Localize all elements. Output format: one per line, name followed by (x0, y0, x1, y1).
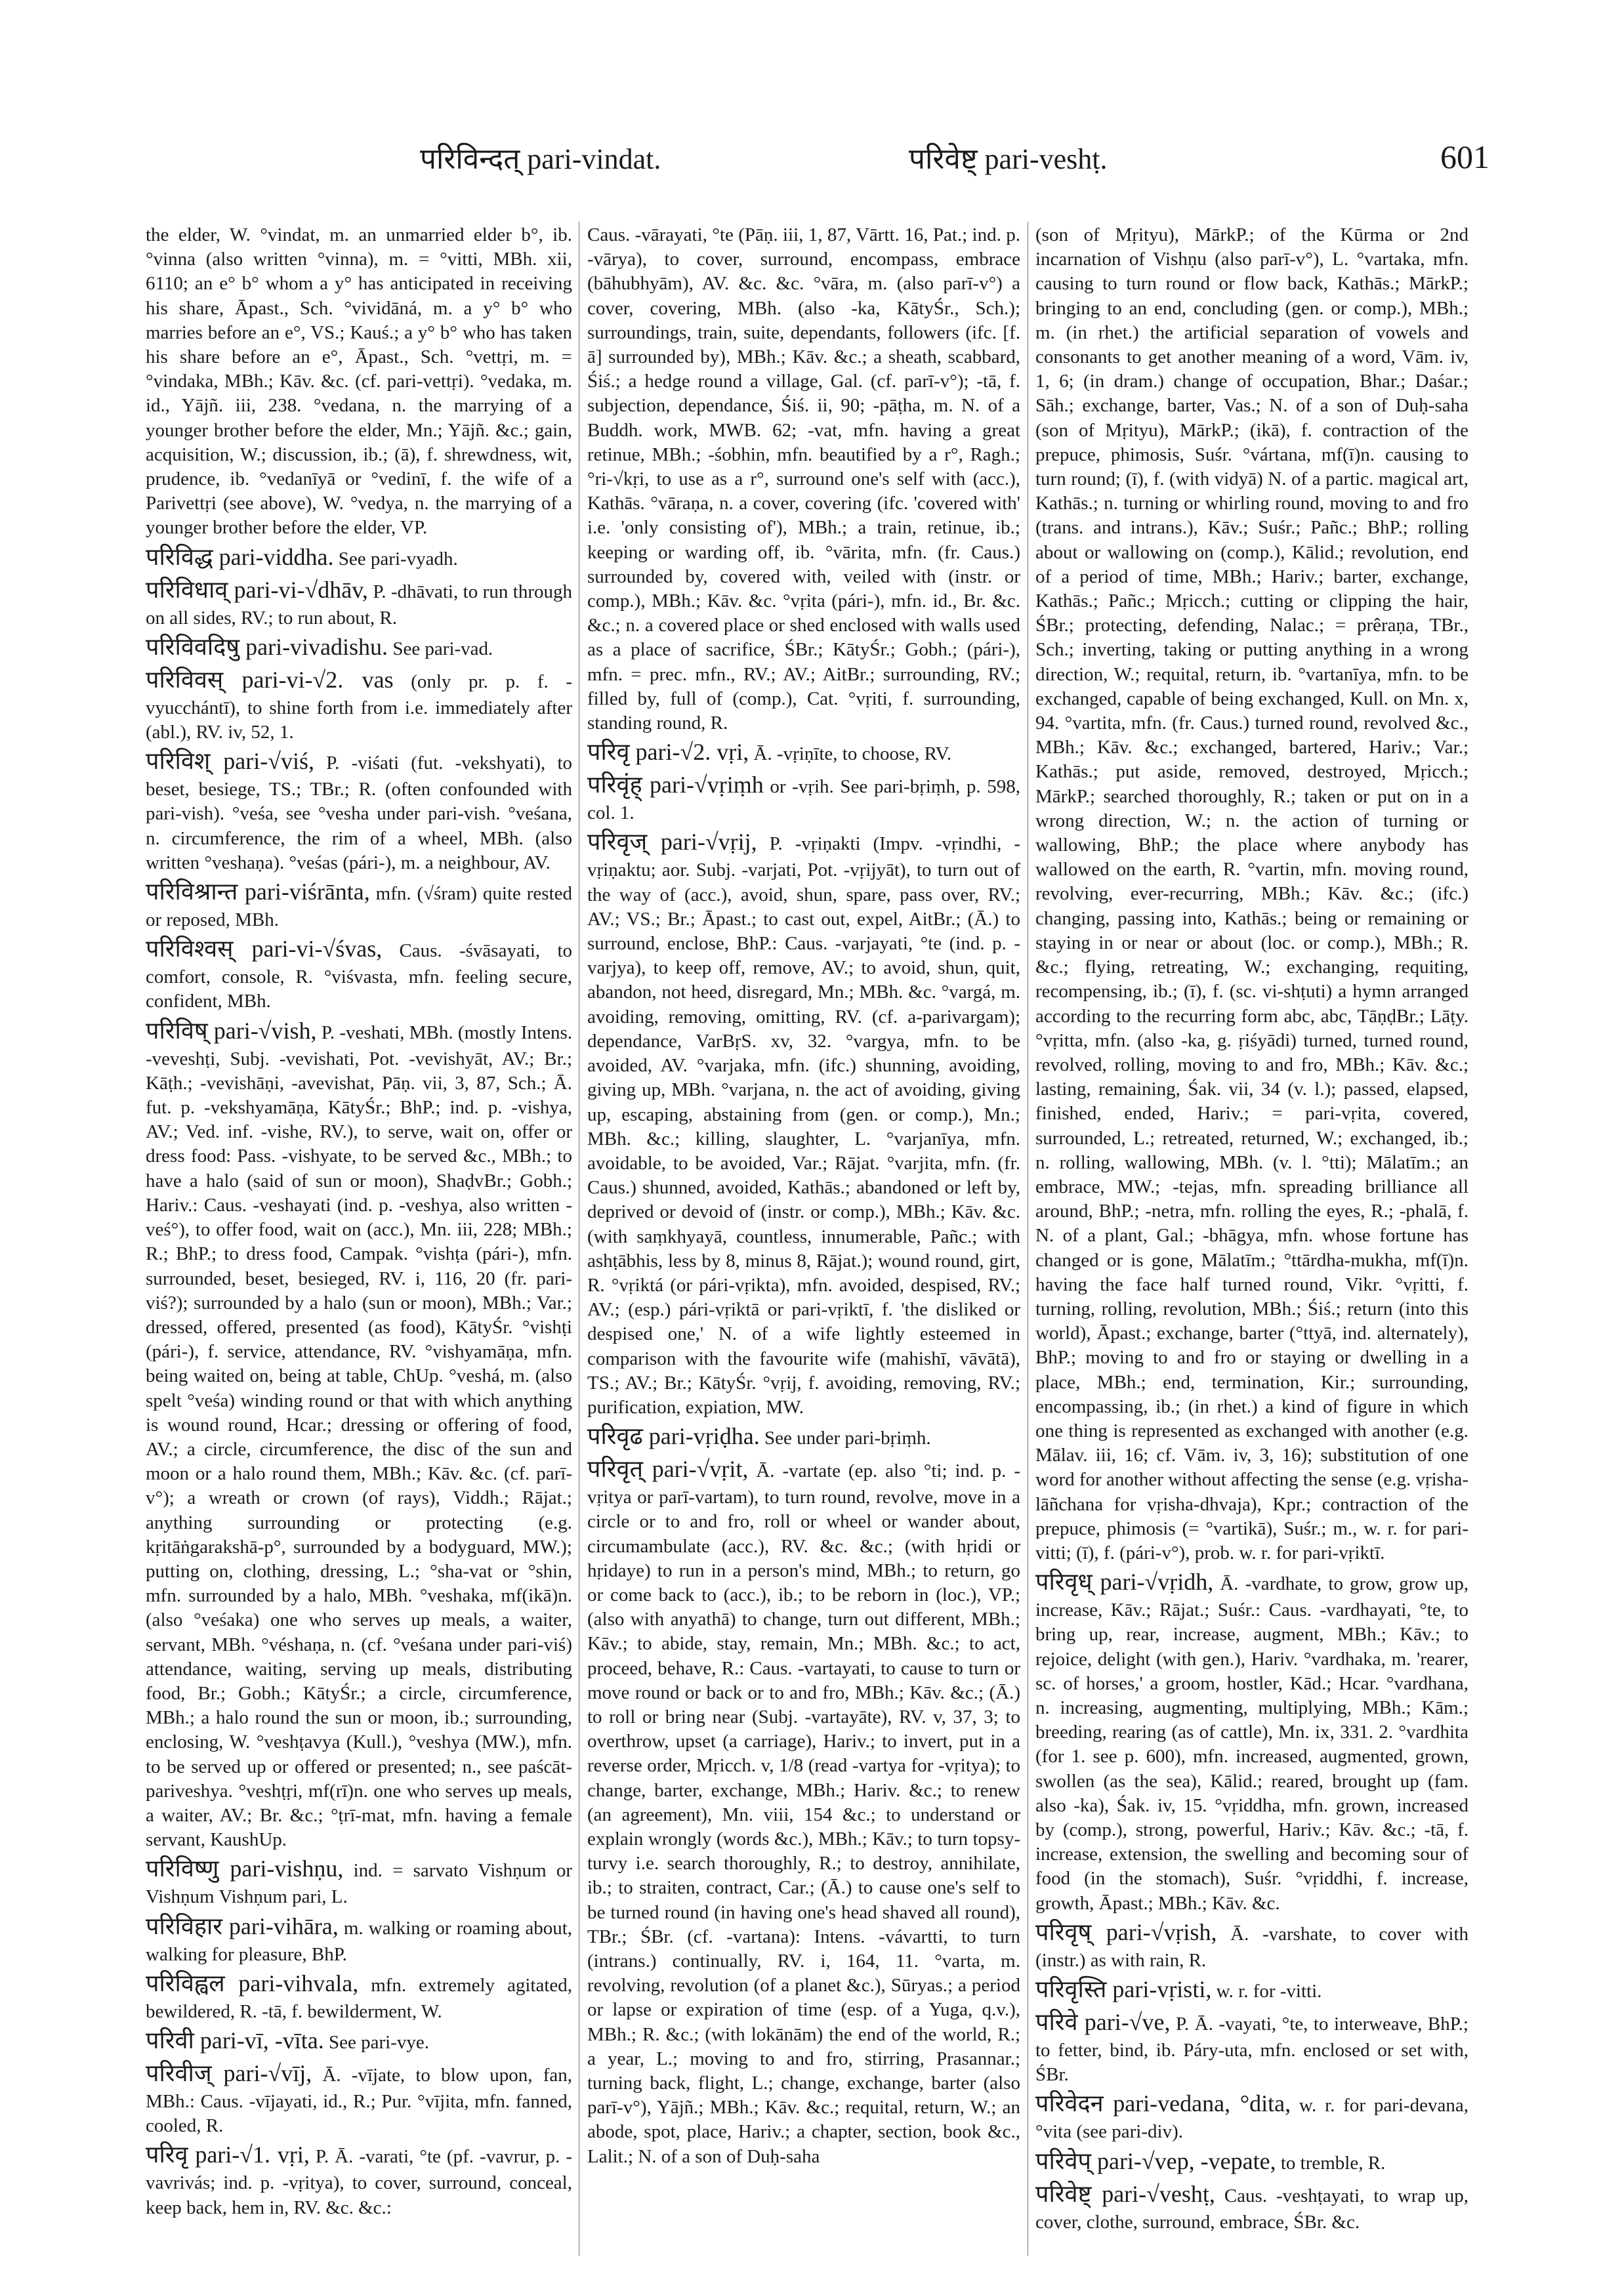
entry-text: w. r. for -vitti. (1216, 1981, 1322, 2002)
dictionary-entry (146, 1967, 572, 2024)
entry-text: Caus. -veshṭayati, to wrap up, cover, clothe, surround, embrace, ŚBr. &c. (1035, 2185, 1468, 2233)
header-right-catchword: परिवेष्ट् pari-veshṭ. (909, 143, 1108, 175)
entry-text: Caus. -śvāsayati, to comfort, console, R. °viśvasta, mfn. feeling secure, confident, MBh. (146, 940, 572, 1012)
column-1 (146, 223, 572, 2257)
entry-headword: परिवृ pari-√2. vṛi, (587, 739, 749, 766)
entry-headword: परिविष् pari-√vish, (146, 1017, 317, 1044)
entry-headword: परिविवदिषु pari-vivadishu. (146, 633, 388, 660)
dictionary-entry (146, 2057, 572, 2138)
dictionary-entry (587, 223, 1020, 735)
column-3 (1035, 223, 1468, 2257)
dictionary-entry (1035, 2006, 1468, 2087)
dictionary-entry (1035, 1565, 1468, 1916)
entry-headword: परिवृस्ति pari-vṛisti, (1035, 1976, 1212, 2003)
entry-text: Ā. -vṛiṇīte, to choose, RV. (753, 743, 952, 765)
dictionary-entry (1035, 2087, 1468, 2144)
dictionary-entry (587, 1453, 1020, 2169)
dictionary-entry (146, 2138, 572, 2220)
dictionary-entry (146, 1910, 572, 1967)
entry-text: Ā. -vartate (ep. also °ti; ind. p. -vṛitya or parī-vartam), to turn round, revolve, move in a circle or to and fro, roll or wheel or wander about, circumambulate (acc.), RV. &c. &c.; (with hṛidi or hṛidaye) to run in a person's mind, MBh.; to return, go or come back to (acc.), ib.; to be reborn in (loc.), VP.; (also with anyathā) to change, turn out different, MBh.; Kāv.; to abide, stay, remain, Mn.; MBh. &c.; to act, proceed, behave, R.: Caus. -vartayati, to cause to turn or move round or back or to and fro, MBh.; Kāv. &c.; (Ā.) to roll or bring near (Subj. -vartayāte), RV. v, 37, 3; to overthrow, upset (a carriage), Hariv.; to invert, put in a reverse order, Mṛicch. v, 1/8 (read -vartya for -vṛitya); to change, barter, exchange, MBh.; Hariv. &c.; to renew (an agreement), Mn. viii, 154 &c.; to understand or explain wrongly (words &c.), MBh.; Kāv.; to turn topsy-turvy i.e. search thoroughly, R.; to destroy, annihilate, ib.; to straiten, contract, Car.; (Ā.) to cause one's self to be turned round (in having one's head shaved all round), TBr.; ŚBr. (cf. -vartana): Intens. -vávartti, to turn (intrans.) continually, RV. i, 164, 11. °varta, m. revolving, revolution (of a planet &c.), Sūryas.; a period or lapse or expiration of time (esp. of a Yuga, q.v.), MBh.; R. &c.; (with lokānām) the end of the world, R.; a year, L.; moving to and fro, stirring, Prasannar.; turning back, flight, L.; change, exchange, barter (also parī-v°), Yājñ.; MBh.; Kāv. &c.; requital, return, W.; an abode, spot, place, Hariv.; a chapter, section, book &c., Lalit.; N. of a son of Duḥ-saha (587, 1460, 1020, 2167)
entry-text: ind. = sarvato Vishṇum or Vishṇum Vishṇum pari, L. (146, 1860, 572, 1908)
entry-text: Caus. -vārayati, °te (Pāṇ. iii, 1, 87, Vārtt. 16, Pat.; ind. p. -vārya), to cover, surround, encompass, embrace (bāhubhyām), AV. &c. &c. °vāra, m. (also parī-v°) a cover, covering, MBh. (also -ka, KātyŚr., Sch.); surroundings, train, suite, dependants, followers (ifc. [f. ā] surrounded by), MBh.; Kāv. &c.; a sheath, scabbard, Śiś.; a hedge round a village, Gal. (cf. parī-v°); -tā, f. subjection, dependance, Śiś. ii, 90; -pāṭha, m. N. of a Buddh. work, MWB. 62; -vat, mfn. having a great retinue, MBh.; -śobhin, mfn. beautified by a r°, Ragh.; °ri-√kṛi, to use as a r°, surround one's self with (acc.), Kathās. °vāraṇa, n. a cover, covering (ifc. 'covered with' i.e. 'only consisting of'), MBh.; a train, retinue, ib.; keeping or warding off, ib. °vārita, mfn. (fr. Caus.) surrounded by, covered with, veiled with (instr. or comp.), MBh.; Kāv. &c. °vṛita (pári-), mfn. id., Br. &c. &c.; n. a covered place or shed enclosed with walls used as a place of sacrifice, ŚBr.; KātyŚr.; Gobh.; (pári-), mfn. = prec. mfn., RV.; AV.; AitBr.; surrounding, RV.; filled by, full of (comp.), Cat. °vṛiti, f. surrounding, standing round, R. (587, 224, 1020, 734)
entry-text: See pari-vyadh. (338, 548, 458, 569)
entry-headword: परिविश् pari-√viś, (146, 748, 314, 775)
entry-text: the elder, W. °vindat, m. an unmarried elder b°, ib. °vinna (also written °vinna), m. = °vitti, MBh. xii, 6110; an e° b° whom a y° has anticipated in receiving his share, Āpast., Sch. °vividāná, m. a y° b° who marries before an e°, VS.; Kauś.; a y° b° who has taken his share before an e°, Āpast., Sch. °vettṛi, m. = °vindaka, MBh.; Kāv. &c. (cf. pari-vettṛi). °vedaka, m. id., Yājñ. iii, 238. °vedana, n. the marrying of a younger brother before the elder, Mn.; Yājñ. &c.; gain, acquisition, W.; discussion, ib.; (ā), f. shrewdness, wit, prudence, ib. °vedanīyā or °vedinī, f. the wife of a Parivettṛi (see above), W. °vedya, n. the marrying of a younger brother before the elder, VP. (146, 224, 572, 539)
dictionary-entry (146, 1014, 572, 1853)
entry-text: to tremble, R. (1280, 2152, 1386, 2174)
dictionary-entry (146, 1852, 572, 1909)
dictionary-entry (1035, 223, 1468, 1565)
entry-text: P. -veshati, MBh. (mostly Intens. -veveshṭi, Subj. -vevishati, Pot. -vevishyāt, AV.; Br.; Kāṭh.; -vevishāṇi, -avevishat, Pāṇ. vii, 3, 87, Sch.; Ā. fut. p. -vekshyamāṇa, KātyŚr.; BhP.; ind. p. -vishya, AV.; Ved. inf. -vishe, RV.), to serve, wait on, offer or dress food: Pass. -vishyate, to be served &c., MBh.; to have a halo (said of sun or moon), ShaḍvBr.; Gobh.; Hariv.: Caus. -veshayati (ind. p. -veshya, also written -veś°), to offer food, wait on (acc.), Mn. iii, 228; MBh.; R.; BhP.; to dress food, Campak. °vishṭa (pári-), mfn. surrounded, beset, besieged, RV. i, 116, 20 (fr. pari-viś?); surrounded by a halo (sun or moon), MBh.; Var.; dressed, offered, presented (as food), KātyŚr. °vishṭi (pári-), f. service, attendance, RV. °vishyamāṇa, mfn. being waited on, being at table, ChUp. °veshá, m. (also spelt °veśa) winding round or that with which anything is wound round, Hcar.; dressing or offering of food, AV.; a circle, circumference, the disc of the sun and moon or a halo round them, MBh.; Kāv. &c. (cf. parī-v°); a wreath or crown (of rays), Viddh.; Rājat.; anything surrounding or protecting (e.g. kṛitāṅgarakshā-p°, surrounded by a bodyguard, MW.); putting on, clothing, dressing, L.; °sha-vat or °shin, mfn. surrounded by a halo, MBh. °veshaka, mf(ikā)n. (also °veśaka) one who serves up meals, a waiter, servant, MBh. °véshaṇa, n. (cf. °veśana under pari-viś) attendance, waiting, serving up meals, distributing food, Br.; Gobh.; KātyŚr.; a circle, circumference, MBh.; a halo round the sun or moon, ib.; surrounding, enclosing, W. °veshṭavya (Kull.), °veshya (MW.), mfn. to be served up or offered or presented; n., see paścāt-pariveshya. °veshṭṛi, mf(rī)n. one who serves up meals, a waiter, AV.; Br. &c.; °ṭrī-mat, mfn. having a female servant, KaushUp. (146, 1022, 572, 1851)
dictionary-entry (146, 2024, 572, 2057)
entry-text: See under pari-bṛiṃh. (764, 1428, 931, 1449)
entry-headword: परिविहार pari-vihāra, (146, 1912, 339, 1939)
dictionary-entry (587, 825, 1020, 1420)
entry-headword: परिवी pari-vī, -vīta. (146, 2027, 324, 2054)
entry-headword: परिवेष्ट् pari-√veshṭ, (1035, 2180, 1215, 2207)
entry-headword: परिवृढ pari-vṛiḍha. (587, 1423, 760, 1450)
dictionary-entry (587, 735, 1020, 768)
entry-headword: परिवीज् pari-√vīj, (146, 2059, 312, 2086)
dictionary-entry (1035, 2145, 1468, 2178)
dictionary-entry (146, 745, 572, 875)
dictionary-entry (146, 631, 572, 663)
entry-text: P. Ā. -varati, °te (pf. -vavrur, p. -vavrivás; ind. p. -vṛitya), to cover, surround, conceal, keep back, hem in, RV. &c. &c.: (146, 2146, 572, 2218)
dictionary-entry (587, 1420, 1020, 1453)
entry-headword: परिविष्णु pari-vishṇu, (146, 1855, 344, 1882)
entry-headword: परिविवस् pari-vi-√2. vas (146, 666, 394, 693)
entry-text: P. -dhāvati, to run through on all sides, RV.; to run about, R. (146, 581, 572, 629)
dictionary-entry (587, 768, 1020, 825)
entry-headword: परिवे pari-√ve, (1035, 2009, 1171, 2036)
page-number: 601 (1440, 138, 1489, 175)
dictionary-entry (146, 932, 572, 1014)
entry-text: See pari-vad. (392, 638, 493, 659)
entry-text: Ā. -vījate, to blow upon, fan, MBh.: Caus. -vījayati, id., R.; Pur. °vījita, mfn. fanned, cooled, R. (146, 2064, 572, 2137)
dictionary-entry (146, 875, 572, 932)
dictionary-entry (1035, 2178, 1468, 2235)
column-2 (587, 223, 1020, 2257)
entry-headword: परिवेप् pari-√vep, -vepate, (1035, 2147, 1276, 2174)
entry-text: mfn. extremely agitated, bewildered, R. -tā, f. bewilderment, W. (146, 1974, 572, 2022)
entry-text: Ā. -varshate, to cover with (instr.) as with rain, R. (1035, 1923, 1468, 1971)
entry-headword: परिविद्ध pari-viddha. (146, 543, 334, 570)
entry-text: (son of Mṛityu), MārkP.; of the Kūrma or 2nd incarnation of Vishṇu (also parī-v°), L. °vartaka, mfn. causing to turn round or flow back, Kathās.; MārkP.; bringing to an end, concluding (gen. or comp.), MBh.; m. (in rhet.) the artificial separation of vowels and consonants to get another meaning of a word, Vām. iv, 1, 6; (in dram.) change of occupation, Bhar.; Daśar.; Sāh.; exchange, barter, Vas.; N. of a son of Duḥ-saha (son of Mṛityu), MārkP.; (ikā), f. contraction of the prepuce, phimosis, Suśr. °vártana, mf(ī)n. causing to turn round; (ī), f. (with vidyā) N. of a partic. magical art, Kathās.; n. turning or whirling round, moving to and fro (trans. and intrans.), Kāv.; Suśr.; Pañc.; BhP.; rolling about or wallowing on (comp.), Kālid.; revolution, end of a period of time, MBh.; Hariv.; barter, exchange, Kathās.; Pañc.; Mṛicch.; cutting or clipping the hair, ŚBr.; protecting, defending, Nalac.; = prêraṇa, TBr., Sch.; inverting, taking or putting anything in a wrong direction, W.; requital, return, ib. °vartanīya, mfn. to be exchanged, capable of being exchanged, Kull. on Mn. x, 94. °vartita, mfn. (fr. Caus.) turned round, revolved &c., MBh.; Kāv. &c.; exchanged, bartered, Hariv.; Var.; Kathās.; put aside, removed, destroyed, Mṛicch.; MārkP.; searched thoroughly, R.; taken or put on in a wrong direction, W.; n. the action of turning or wallowing, BhP.; the place where anybody has wallowed on the earth, R. °vartin, mfn. moving round, revolving, ever-recurring, MBh.; Kāv. &c.; (ifc.) changing, passing into, Kathās.; being or remaining or staying in or near or about (loc. or comp.), MBh.; R. &c.; flying, retreating, W.; exchanging, requiting, recompensing, ib.; (ī), f. (sc. vi-shṭuti) a hymn arranged according to the recurring form abc, abc, TāṇḍBr.; Lāṭy. °vṛitta, mfn. (also -ka, g. ṛiśyādi) turned, turned round, revolved, rolling, moving to and fro, MBh.; Kāv. &c.; lasting, remaining, Śak. vii, 34 (v. l.); passed, elapsed, finished, ended, Hariv.; = pari-vṛita, covered, surrounded, L.; retreated, returned, W.; exchanged, ib.; n. rolling, wallowing, MBh. (v. l. °tti); Mālatīm.; an embrace, MW.; -tejas, mfn. spreading brilliance all around, BhP.; -netra, mfn. rolling the eyes, R.; -phalā, f. N. of a plant, Gal.; -bhāgya, mfn. whose fortune has changed or is gone, Mālatīm.; °ttārdha-mukha, mf(ī)n. having the face half turned round, Vikr. °vṛitti, f. turning, rolling, revolution, MBh.; Śiś.; return (into this world), Āpast.; exchange, barter (°ttyā, ind. alternately), BhP.; moving to and fro or staying or dwelling in a place, MBh.; end, termination, Kir.; surrounding, encompassing, ib.; (in rhet.) a kind of figure in which one thing is represented as exchanged with another (e.g. Mālav. iii, 16; cf. Vām. iv, 3, 16); substitution of one word for another without affecting the sense (e.g. vṛisha-lāñchana for vṛisha-dhvaja), Kpr.; contraction of the prepuce, phimosis (= °vartikā), Suśr.; m., w. r. for pari-vitti; (ī), f. (pári-v°), prob. w. r. for pari-vṛiktī. (1035, 224, 1468, 1563)
entry-text: mfn. (√śram) quite rested or reposed, MBh. (146, 883, 572, 931)
entry-headword: परिवृ pari-√1. vṛi, (146, 2141, 310, 2168)
entry-headword: परिविश्वस् pari-vi-√śvas, (146, 936, 383, 962)
entry-headword: परिवृध् pari-√vṛidh, (1035, 1569, 1214, 1596)
entry-headword: परिवेदन pari-vedana, °dita, (1035, 2090, 1291, 2117)
entry-text: m. walking or roaming about, walking for pleasure, BhP. (146, 1917, 572, 1965)
entry-text: P. -vṛiṇakti (Impv. -vṛindhi, -vṛiṇaktu; aor. Subj. -varjati, Pot. -vṛijyāt), to turn out of the way of (acc.), avoid, shun, spare, pass over, RV.; AV.; VS.; Br.; Āpast.; to cast out, expel, AitBr.; (Ā.) to surround, enclose, BhP.: Caus. -varjayati, °te (ind. p. -varjya), to keep off, remove, AV.; to avoid, shun, quit, abandon, not heed, disregard, Mn.; MBh. &c. °vargá, m. avoiding, removing, omitting, RV. (cf. a-parivargam); dependance, VarBṛS. xv, 32. °vargya, mfn. to be avoided, AV. °varjaka, mfn. (ifc.) shunning, avoiding, giving up, MBh. °varjana, n. the act of avoiding, giving up, escaping, abstaining from (gen. or comp.), Mn.; MBh. &c.; killing, slaughter, L. °varjanīya, mfn. avoidable, to be avoided, Var.; Rājat. °varjita, mfn. (fr. Caus.) shunned, avoided, Kathās.; abandoned or left by, deprived or devoid of (instr. or comp.), MBh.; Kāv. &c. (with saṃkhyayā, countless, innumerable, Pañc.; with ashṭābhis, less by 8, minus 8, Rājat.); wound round, girt, R. °vṛiktá (or pári-vṛikta), mfn. avoided, despised, RV.; AV.; (esp.) pári-vṛiktā or pari-vṛiktī, f. 'the disliked or despised one,' N. of a wife lightly esteemed in comparison with the favourite wife (mahishī, vāvātā), TS.; AV.; Br.; KātyŚr. °vṛij, f. avoiding, removing, RV.; purification, expiation, MW. (587, 833, 1020, 1418)
running-header (0, 138, 1624, 184)
entry-headword: परिविह्वल pari-vihvala, (146, 1970, 359, 1996)
dictionary-entry (1035, 1916, 1468, 1973)
entry-headword: परिवृज् pari-√vṛij, (587, 829, 757, 856)
entry-headword: परिवृत् pari-√vṛit, (587, 1456, 749, 1483)
header-left-catchword: परिविन्दत् pari-vindat. (420, 143, 661, 175)
entry-text: or -vṛih. See pari-bṛiṃh, p. 598, col. 1. (587, 776, 1020, 824)
entry-text: w. r. for pari-devana, °vita (see pari-div). (1035, 2095, 1468, 2143)
dictionary-entry (1035, 1973, 1468, 2006)
dictionary-entry (146, 223, 572, 541)
entry-text: (only pr. p. f. -vyucchántī), to shine forth from i.e. immediately after (abl.), RV. iv, 52, 1. (146, 671, 572, 743)
dictionary-entry (146, 663, 572, 745)
entry-headword: परिविधाव् pari-vi-√dhāv, (146, 576, 368, 603)
entry-text: Ā. -vardhate, to grow, grow up, increase, Kāv.; Rājat.; Suśr.: Caus. -vardhayati, °te, to bring up, rear, increase, augment, MBh.; Kāv.; to rejoice, delight (with gen.), Hariv. °vardhaka, m. 'rearer, sc. of horses,' a groom, hostler, Kād.; Hcar. °vardhana, n. increasing, augmenting, multiplying, MBh.; Kām.; breeding, rearing (as of cattle), Mn. ix, 331. 2. °vardhita (for 1. see p. 600), mfn. increased, augmented, grown, swollen (as the sea), Kālid.; reared, brought up (fam. also -ka), Śak. iv, 15. °vṛiddha, mfn. grown, increased by (comp.), strong, powerful, Hariv.; Kāv. &c.; -tā, f. increase, extension, the swelling and becoming sour of food (in the stomach), Suśr. °vṛiddhi, f. increase, growth, Āpast.; MBh.; Kāv. &c. (1035, 1573, 1468, 1914)
entry-text: P. Ā. -vayati, °te, to interweave, BhP.; to fetter, bind, ib. Páry-uta, mfn. enclosed or set with, ŚBr. (1035, 2014, 1468, 2086)
entry-headword: परिवृष् pari-√vṛish, (1035, 1918, 1217, 1945)
entry-headword: परिविश्रान्त pari-viśrānta, (146, 879, 370, 905)
dictionary-entry (146, 573, 572, 631)
entry-text: P. -viśati (fut. -vekshyati), to beset, besiege, TS.; TBr.; R. (often confounded with pari-vish). °veśa, see °vesha under pari-vish. °veśana, n. circumference, the rim of a wheel, MBh. (also written °veshaṇa). °veśas (pári-), m. a neighbour, AV. (146, 753, 572, 873)
entry-headword: परिवृंह् pari-√vṛiṃh (587, 772, 764, 798)
dictionary-entry (146, 541, 572, 573)
entry-text: See pari-vye. (329, 2031, 430, 2053)
